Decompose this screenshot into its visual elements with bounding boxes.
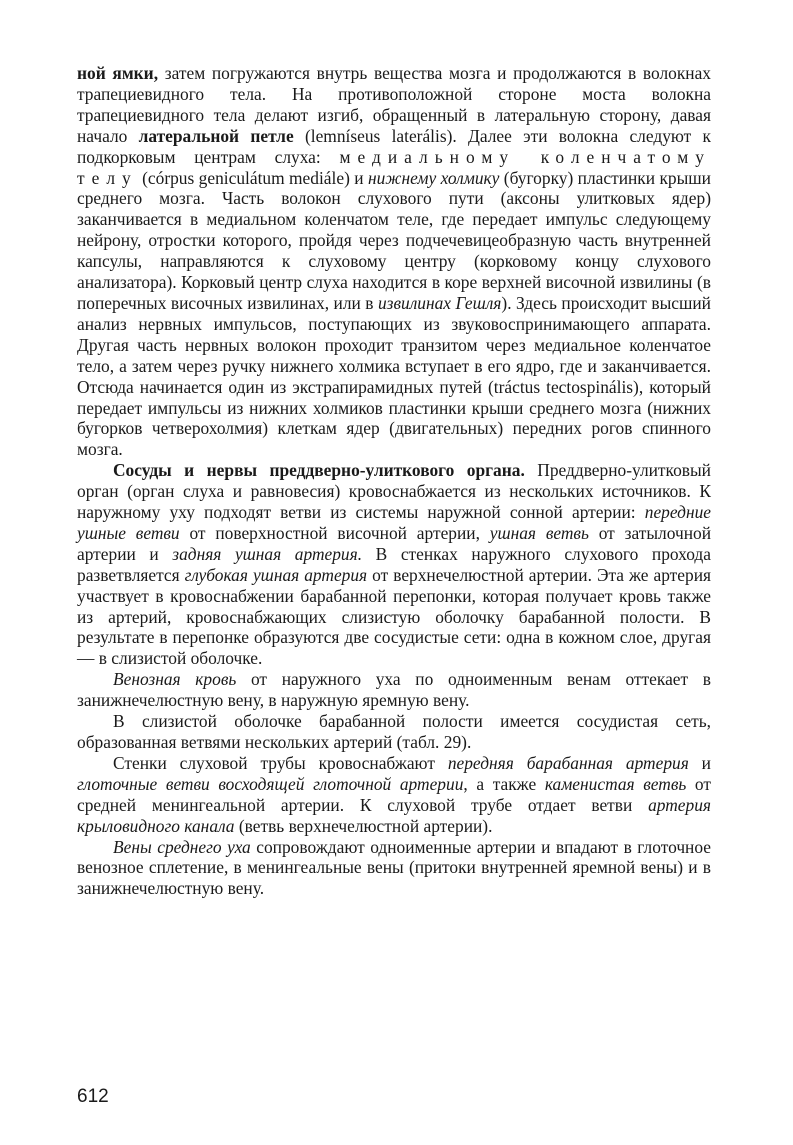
text-run: от средней менингеальной артерии. К слуховой трубе отдает ветви bbox=[77, 773, 711, 815]
text-run: Преддверно-улитковый орган (орган слуха и равновесия) кровоснабжается из нескольких источников. К наружному уху подходят ветви из системы наружной сонной артерии: bbox=[77, 460, 711, 523]
paragraph bbox=[77, 753, 711, 837]
bold-term: ной ямки, bbox=[77, 63, 159, 83]
text-run: затем погружаются внутрь вещества мозга и продолжаются в волокнах трапециевидного тела. На противоположной стороне моста волокна трапециевидного тела делают изгиб, обращенный в латеральную сторону, давая начало bbox=[77, 63, 711, 146]
text-run: В стенках наружного слухового прохода разветвляется bbox=[77, 543, 711, 585]
text-run: ). Здесь происходит высший анализ нервных импульсов, поступающих из звуковоспринимающего аппарата. Другая часть нервных волокон проходит транзитом через медиальное коленчатое тело, а затем через ручку нижнего холмика вступает в его ядро, где и заканчивается. Отсюда начинается один из экстрапирамидных путей (tráctus tectospinális), который передает импульсы из нижних холмиков пластинки крыши среднего мозга (нижних бугорков четверохолмия) клеткам ядер (двигательных) передних рогов спинного мозга. bbox=[77, 292, 711, 460]
text-run: от наружного уха по одноименным венам оттекает в занижнечелюстную вену, в наружную яремную вену. bbox=[77, 669, 712, 711]
italic-term: задняя ушная артерия. bbox=[172, 543, 363, 564]
text-run: (córpus geniculátum mediále) и bbox=[137, 167, 368, 188]
text-run: от затылочной артерии и bbox=[77, 522, 711, 564]
text-run: , а также bbox=[463, 773, 545, 794]
page-number: 612 bbox=[77, 1086, 109, 1107]
italic-term: артерия крыловидного канала bbox=[77, 794, 711, 836]
text-run: (ветвь верхнечелюстной артерии). bbox=[234, 815, 493, 836]
text-run: от верхнечелюстной артерии. Эта же артерия участвует в кровоснабжении барабанной перепонки, которая получает кровь также из артерий, кровоснабжающих слизистую оболочку барабанной полости. В результате в перепонке образуются две сосудистые сети: одна в кожном слое, другая — в слизистой оболочке. bbox=[77, 564, 711, 669]
italic-term: нижнему холмику bbox=[367, 167, 500, 188]
paragraph bbox=[77, 63, 711, 460]
paragraph bbox=[77, 460, 711, 669]
text-run: (бугорку) пластинки крыши среднего мозга. Часть волокон слухового пути (аксоны улитковых ядер) заканчивается в медиальном коленчатом теле, где передает импульс следующему нейрону, отростки которого, пройдя через подчечевицеобразную часть внутренней капсулы, направляются к слуховому центру (корковому концу слухового анализатора). Корковый центр слуха находится в коре верхней височной извилины (в поперечных височных извилинах, или в bbox=[77, 167, 711, 313]
text-run: (lemníseus laterális). Далее эти волокна следуют к подкорковым центрам слуха: bbox=[77, 125, 711, 167]
spaced-term: медиальному коленчатому телу bbox=[77, 146, 711, 188]
italic-term: каменистая ветвь bbox=[544, 773, 687, 794]
italic-term: глоточные ветви восходящей глоточной артерии bbox=[77, 773, 464, 794]
italic-term: Венозная кровь bbox=[113, 669, 237, 690]
text-run: сопровождают одноименные артерии и впадают в глоточное венозное сплетение, в менингеальные вены (притоки внутренней яремной вены) и в занижнечелюстную вену. bbox=[77, 836, 711, 899]
bold-term: Сосуды и нервы преддверно-улиткового органа. bbox=[113, 460, 525, 481]
text-run: и bbox=[688, 752, 711, 773]
text-run: В слизистой оболочке барабанной полости имеется сосудистая сеть, образованная ветвями нескольких артерий (табл. 29). bbox=[77, 711, 711, 752]
book-page-text bbox=[77, 63, 711, 899]
italic-term: Вены среднего уха bbox=[113, 836, 251, 857]
italic-term: глубокая ушная артерия bbox=[184, 564, 368, 585]
bold-term: латеральной петле bbox=[138, 125, 294, 146]
paragraph bbox=[77, 711, 711, 753]
paragraph bbox=[77, 837, 711, 900]
italic-term: ушная ветвь bbox=[489, 522, 589, 543]
italic-term: передние ушные ветви bbox=[77, 502, 711, 543]
text-run: от поверхностной височной артерии, bbox=[179, 522, 490, 543]
italic-term: извилинах Гешля bbox=[377, 292, 502, 313]
italic-term: передняя барабанная артерия bbox=[447, 752, 689, 773]
text-run: Стенки слуховой трубы кровоснабжают bbox=[113, 752, 448, 773]
paragraph bbox=[77, 669, 711, 711]
